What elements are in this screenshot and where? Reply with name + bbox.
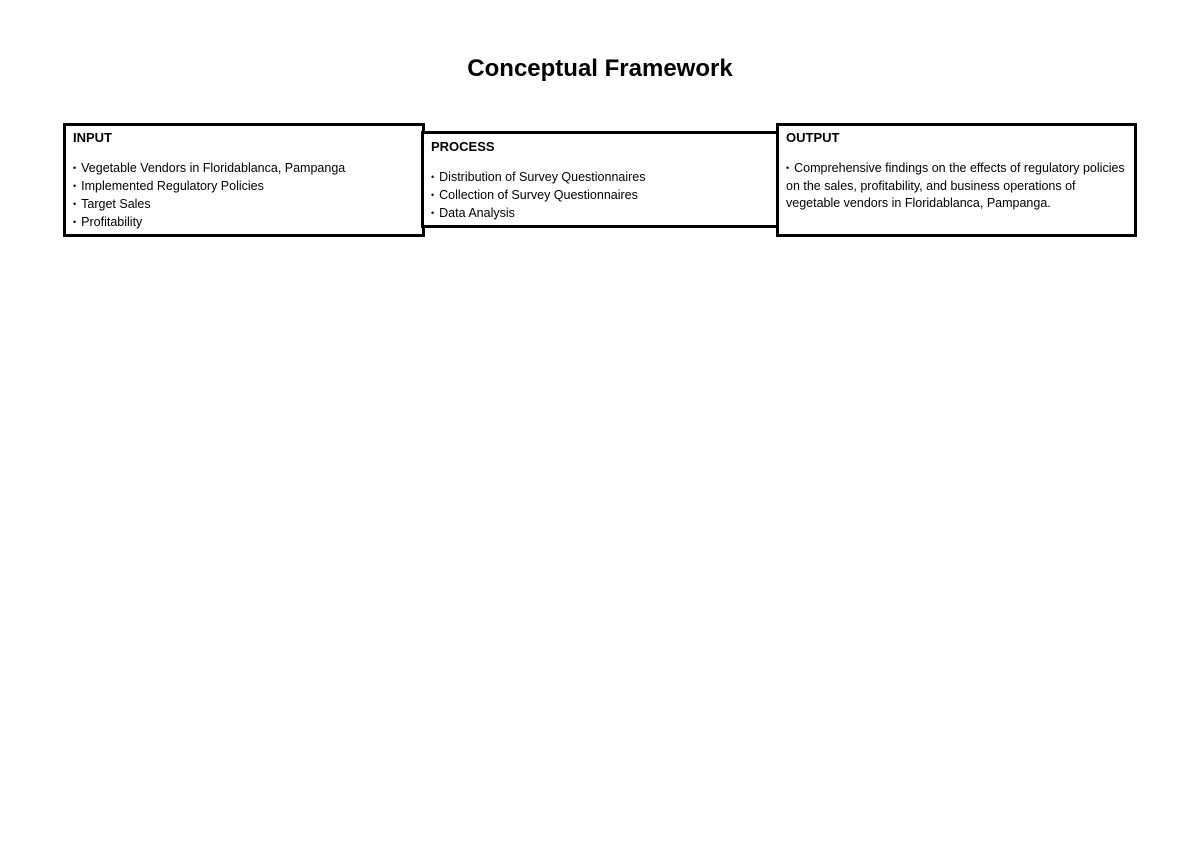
process-item: • Data Analysis: [431, 205, 770, 223]
input-item: • Profitability: [73, 214, 415, 232]
output-text: • Comprehensive findings on the effects of regulatory policies on the sales, profitability, and business operations of vegetable vendors in Floridablanca, Pampanga.: [786, 160, 1127, 212]
input-item: • Implemented Regulatory Policies: [73, 178, 415, 196]
input-item: • Vegetable Vendors in Floridablanca, Pampanga: [73, 160, 415, 178]
process-box: [421, 131, 780, 228]
process-list: [431, 169, 770, 223]
process-item: • Distribution of Survey Questionnaires: [431, 169, 770, 187]
input-heading: INPUT: [73, 130, 112, 145]
output-heading: OUTPUT: [786, 130, 840, 145]
process-item: • Collection of Survey Questionnaires: [431, 187, 770, 205]
output-box: [776, 123, 1137, 237]
process-heading: PROCESS: [431, 139, 495, 154]
input-box: [63, 123, 425, 237]
input-list: [73, 160, 415, 232]
input-item: • Target Sales: [73, 196, 415, 214]
diagram-title: Conceptual Framework: [467, 55, 733, 82]
